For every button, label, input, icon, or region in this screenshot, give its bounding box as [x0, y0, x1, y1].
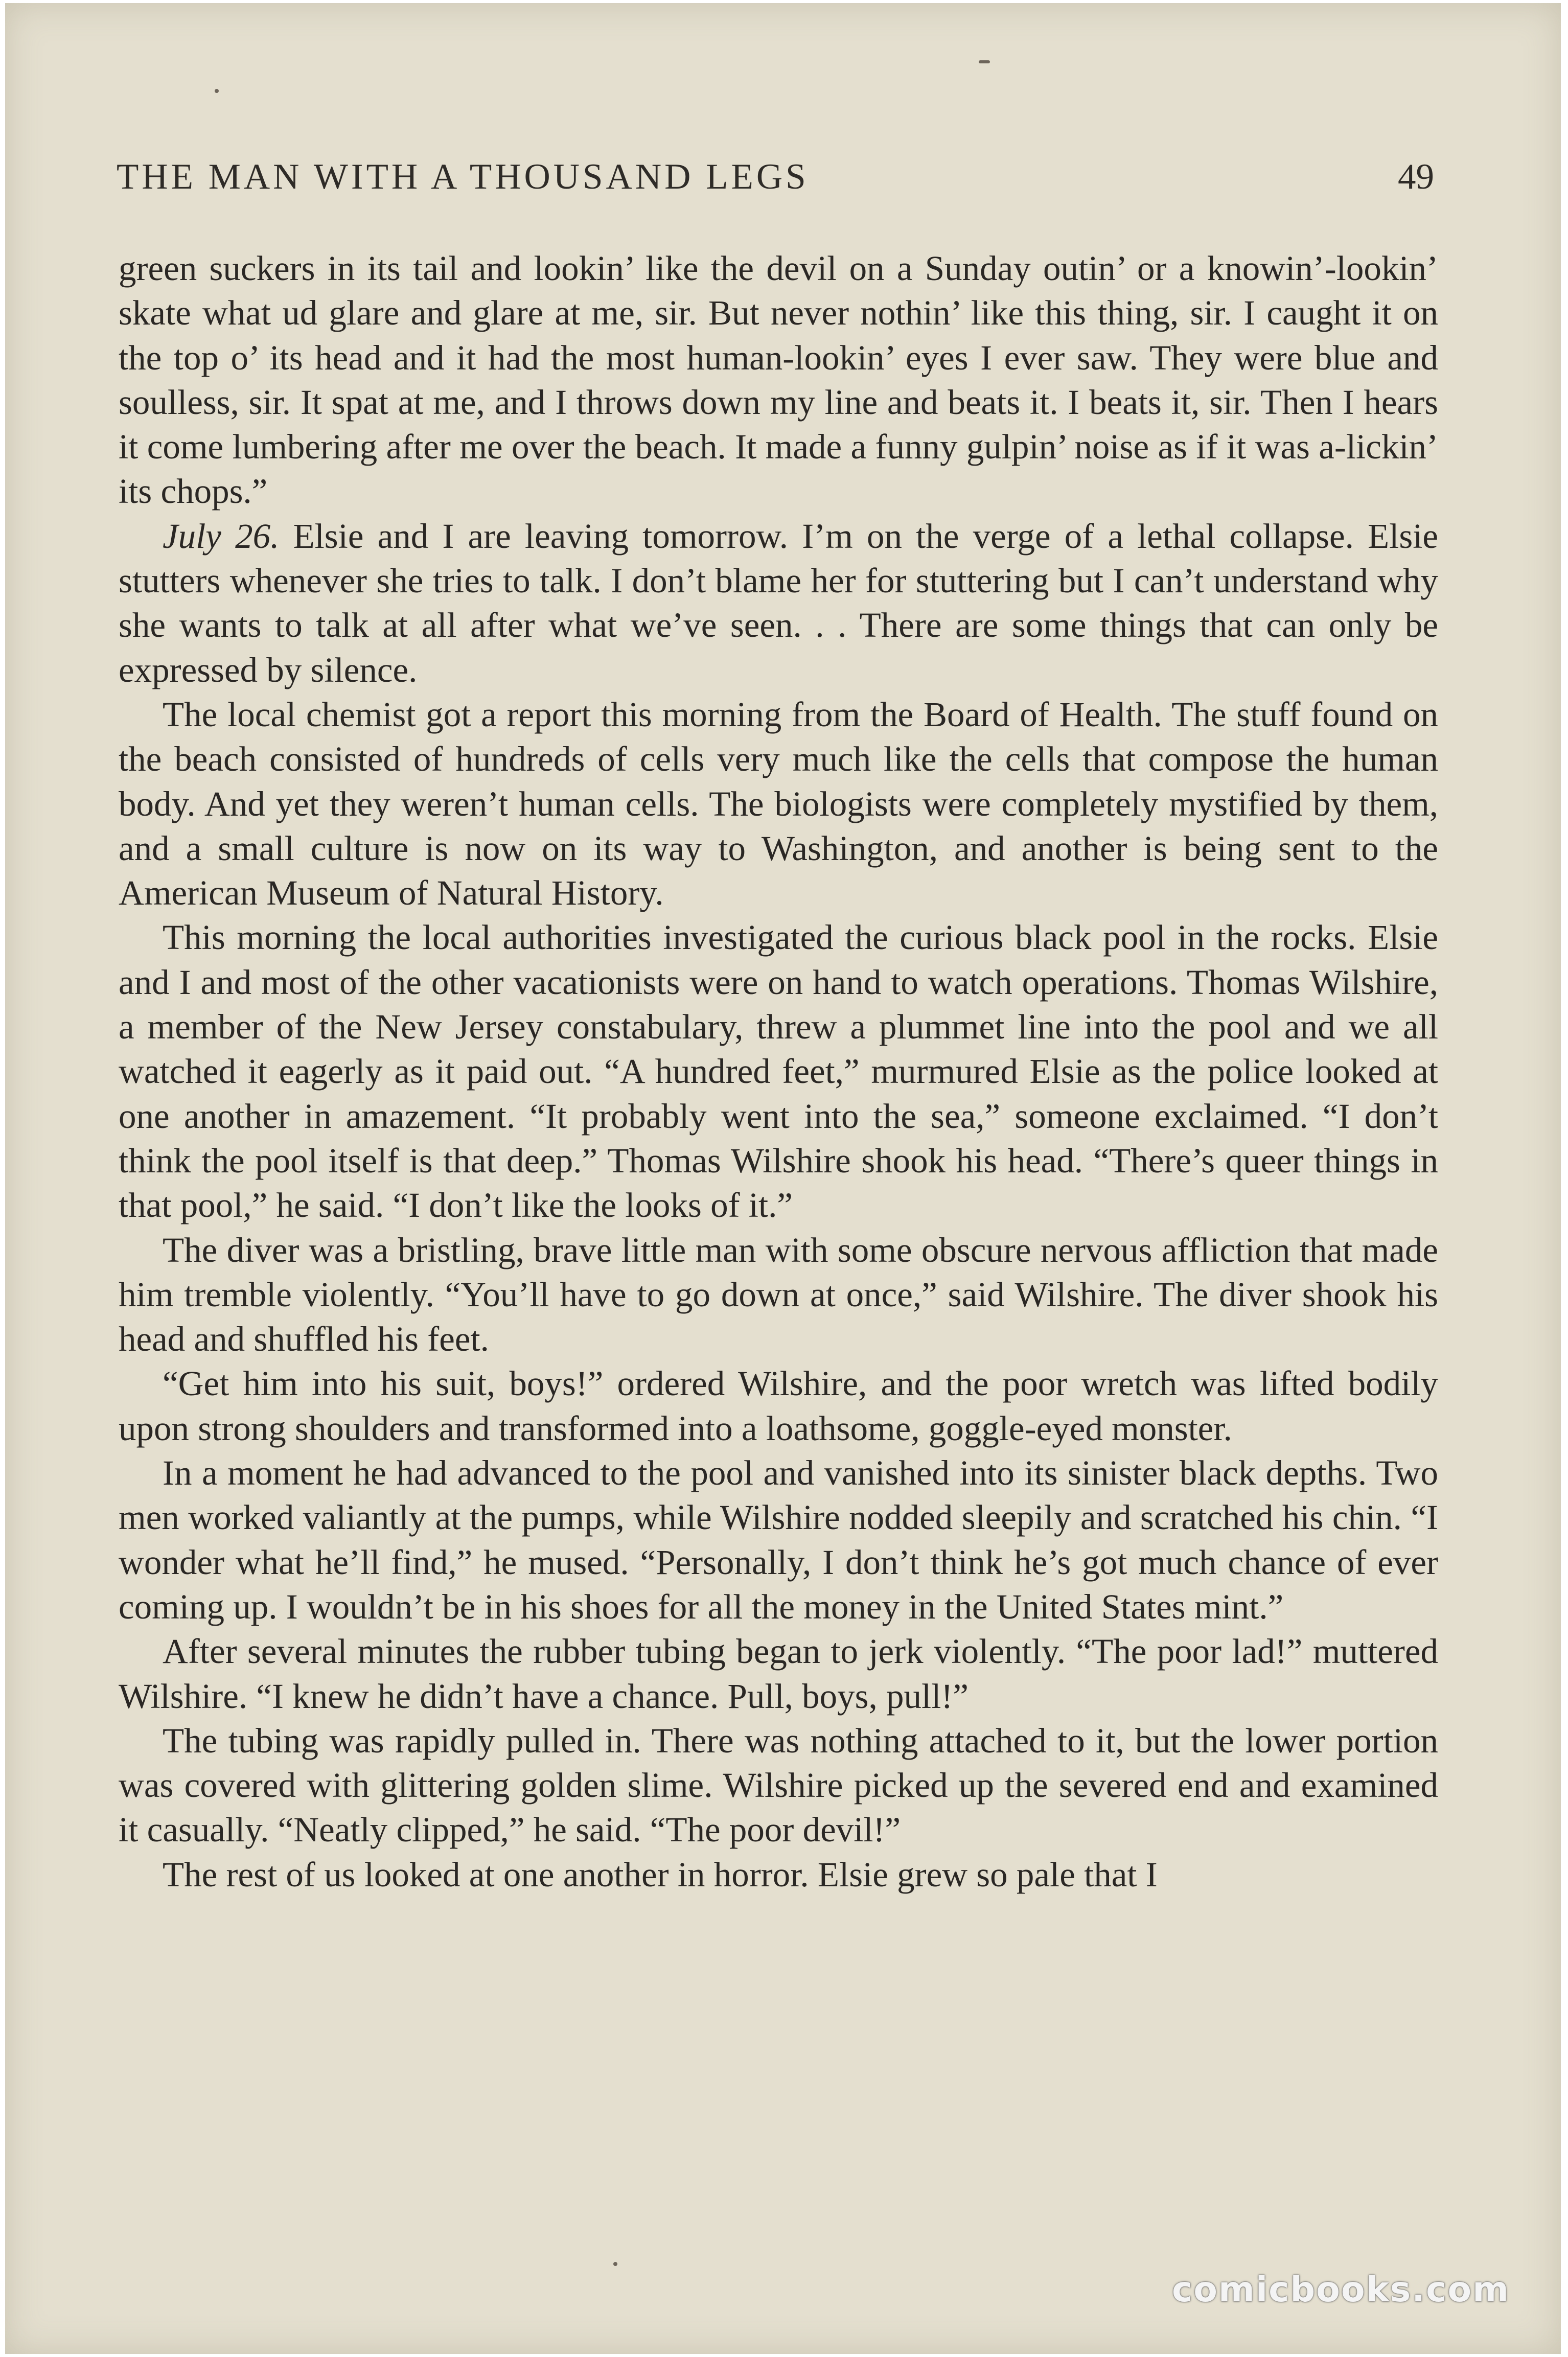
book-page [5, 3, 1561, 2354]
paragraph [119, 1719, 1438, 1853]
paragraph [119, 1629, 1438, 1719]
paragraph [119, 1451, 1438, 1629]
page-number: 49 [1398, 157, 1434, 197]
page-header [117, 156, 1434, 202]
body-text [119, 246, 1438, 2277]
paragraph-text: The diver was a bristling, brave little man with some obscure nervous affliction that made him tremble violently. “You’ll have to go down at once,” said Wilshire. The diver shook his head and shuffled his feet. [119, 1230, 1438, 1359]
paragraph-text: After several minutes the rubber tubing began to jerk violently. “The poor lad!” muttered Wilshire. “I knew he didn’t have a chance. Pull, boys, pull!” [119, 1632, 1438, 1716]
paragraph-text: The local chemist got a report this morning from the Board of Health. The stuff found on the beach consisted of hundreds of cells very much like the cells that compose the human body. And yet they weren’t human cells. The biologists were completely mystified by them, and a small culture is now on its way to Washington, and another is being sent to the American Museum of Natural History. [119, 695, 1438, 913]
site-watermark: comicbooks.com [1171, 2270, 1510, 2310]
paragraph [119, 1228, 1438, 1362]
paragraph [119, 915, 1438, 1228]
paper-speck [979, 60, 990, 63]
paragraph-text: Elsie and I are leaving tomorrow. I’m on the verge of a lethal collapse. Elsie stutters whenever she tries to talk. I don’t blame her for stuttering but I can’t understand why she wants to talk at all after what we’ve seen. . . There are some things that can only be expressed by silence. [119, 516, 1438, 689]
paragraph [119, 514, 1438, 692]
paragraph-text: This morning the local authorities investigated the curious black pool in the rocks. Elsie and I and most of the other vacationists were on hand to watch operations. Thomas Wilshire, a member of the New Jersey constabulary, threw a plummet line into the pool and we all watched it eagerly as it paid out. “A hundred feet,” murmured Elsie as the police looked at one another in amazement. “It probably went into the sea,” someone exclaimed. “I don’t think the pool itself is that deep.” Thomas Wilshire shook his head. “There’s queer things in that pool,” he said. “I don’t like the looks of it.” [119, 918, 1438, 1225]
paragraph-text: “Get him into his suit, boys!” ordered Wilshire, and the poor wretch was lifted bodily upon strong shoulders and transformed into a loathsome, goggle-eyed monster. [119, 1364, 1438, 1448]
paragraph-text: The rest of us looked at one another in horror. Elsie grew so pale that I [163, 1855, 1158, 1894]
paragraph-text: The tubing was rapidly pulled in. There was nothing attached to it, but the lower portion was covered with glittering golden slime. Wilshire picked up the severed end and examined it casually. “Neatly clipped,” he said. “The poor devil!” [119, 1721, 1438, 1850]
paragraph [119, 1361, 1438, 1451]
paragraph [119, 246, 1438, 514]
diary-date: July 26. [163, 516, 280, 556]
paragraph [119, 692, 1438, 915]
running-title: THE MAN WITH A THOUSAND LEGS [117, 157, 809, 197]
paper-speck [215, 89, 219, 93]
paragraph [119, 1853, 1438, 1897]
paragraph-text: In a moment he had advanced to the pool and vanished into its sinister black depths. Two men worked valiantly at the pumps, while Wilshire nodded sleepily and scratched his chin. “I wonder what he’ll find,” he mused. “Personally, I don’t think he’s got much chance of ever coming up. I wouldn’t be in his shoes for all the money in the United States mint.” [119, 1453, 1438, 1626]
paragraph-text: green suckers in its tail and lookin’ like the devil on a Sunday outin’ or a knowin’-lookin’ skate what ud glare and glare at me, sir. But never nothin’ like this thing, sir. I caught it on the top o’ its head and it had the most human-lookin’ eyes I ever saw. They were blue and soulless, sir. It spat at me, and I throws down my line and beats it. I beats it, sir. Then I hears it come lumbering after me over the beach. It made a funny gulpin’ noise as if it was a-lickin’ its chops.” [119, 249, 1438, 511]
